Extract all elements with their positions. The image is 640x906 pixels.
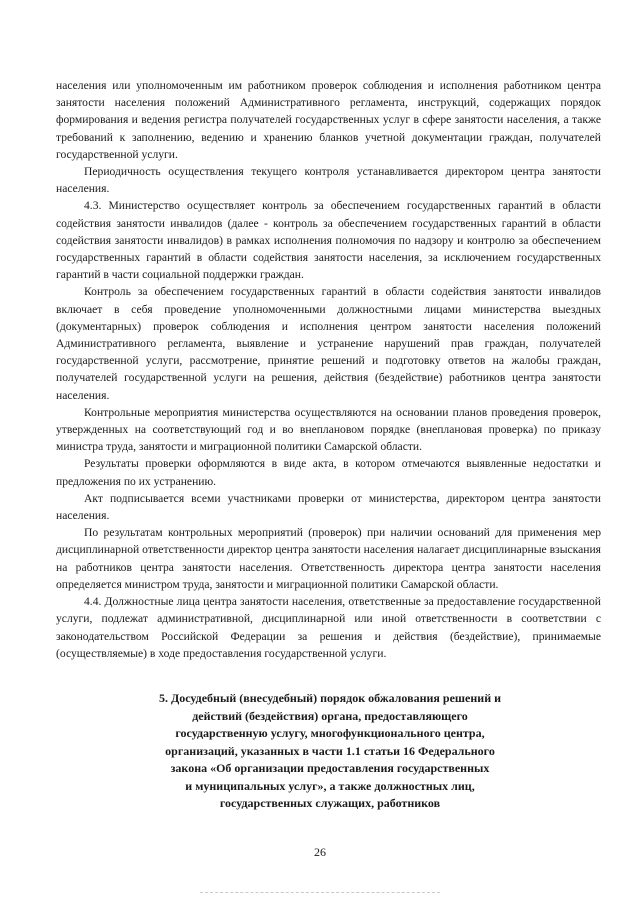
heading-line: государственных служащих, работников [219,796,441,810]
paragraph-4-3: 4.3. Министерство осуществляет контроль за обеспечением государственных гарантий в области содействия занятости инвалидов (далее - контроль за обеспечением государственных гарантий в области содействия занятости инвалидов) в рамках исполнения полномочия по надзору и контролю за обеспечением государственных гарантий в области содействия занятости населения, за исключением государственных гарантий в части социальной поддержки граждан. [56,199,601,282]
paragraph-act-signing: Акт подписывается всеми участниками проверки от министерства, директором центра занятости населения. [56,491,601,523]
heading-line: действий (бездействия) органа, предоставляющего [192,708,468,723]
paragraph-control-events: Контрольные мероприятия министерства осуществляются на основании планов проведения проверок, утвержденных на соответствующий год и во внеплановом порядке (внеплановая проверка) по приказу министра труда, занятости и миграционной политики Самарской области. [56,405,601,454]
paragraph-periodicity: Периодичность осуществления текущего контроля устанавливается директором центра занятости населения. [56,165,601,196]
page-number: 26 [314,845,326,859]
body-text [56,77,601,662]
heading-line: 5. Досудебный (внесудебный) порядок обжалования решений и [158,691,502,705]
heading-line: организаций, указанных в части 1.1 статьи 16 Федерального [165,743,495,758]
heading-line: государственную услугу, многофункционального центра, [175,726,485,740]
paragraph-control-scope: Контроль за обеспечением государственных гарантий в области содействия занятости инвалидов включает в себя проведение уполномоченными должностными лицами министерства выездных (документарных) проверок соблюдения и исполнения центром занятости населения положений Административного регламента, выявление и устранение нарушений прав граждан, получателей государственной услуги, рассмотрение, принятие решений и подготовку ответов на жалобы граждан, получателей государственной услуги на решения, действия (бездействие) работников центра занятости населения. [56,285,601,402]
section-5-heading [100,690,560,813]
scan-footer-divider [200,892,440,893]
paragraph-disciplinary: По результатам контрольных мероприятий (проверок) при наличии оснований для применения мер дисциплинарной ответственности директор центра занятости населения налагает дисциплинарные взыскания на работников центра занятости населения. Ответственность директора центра занятости населения определяется министром труда, занятости и миграционной политики Самарской области. [56,526,601,591]
heading-line: закона «Об организации предоставления государственных [170,761,490,775]
paragraph-4-4: 4.4. Должностные лица центра занятости населения, ответственные за предоставление государственной услуги, подлежат административной, дисциплинарной или иной ответственности в соответствии с законодательством Российской Федерации за решения и действия (бездействие), принимаемые (осуществляемые) в ходе предоставления государственной услуги. [56,595,601,660]
paragraph-continuation: населения или уполномоченным им работником проверок соблюдения и исполнения работником центра занятости населения положений Административного регламента, инструкций, содержащих порядок формирования и ведения регистра получателей государственных услуг в сфере занятости населения, а также требований к заполнению, ведению и хранению бланков учетной документации граждан, получателей государственной услуги. [56,79,601,161]
paragraph-inspection-results: Результаты проверки оформляются в виде акта, в котором отмечаются выявленные недостатки и предложения по их устранению. [56,457,601,488]
heading-line: и муниципальных услуг», а также должностных лиц, [185,778,475,793]
